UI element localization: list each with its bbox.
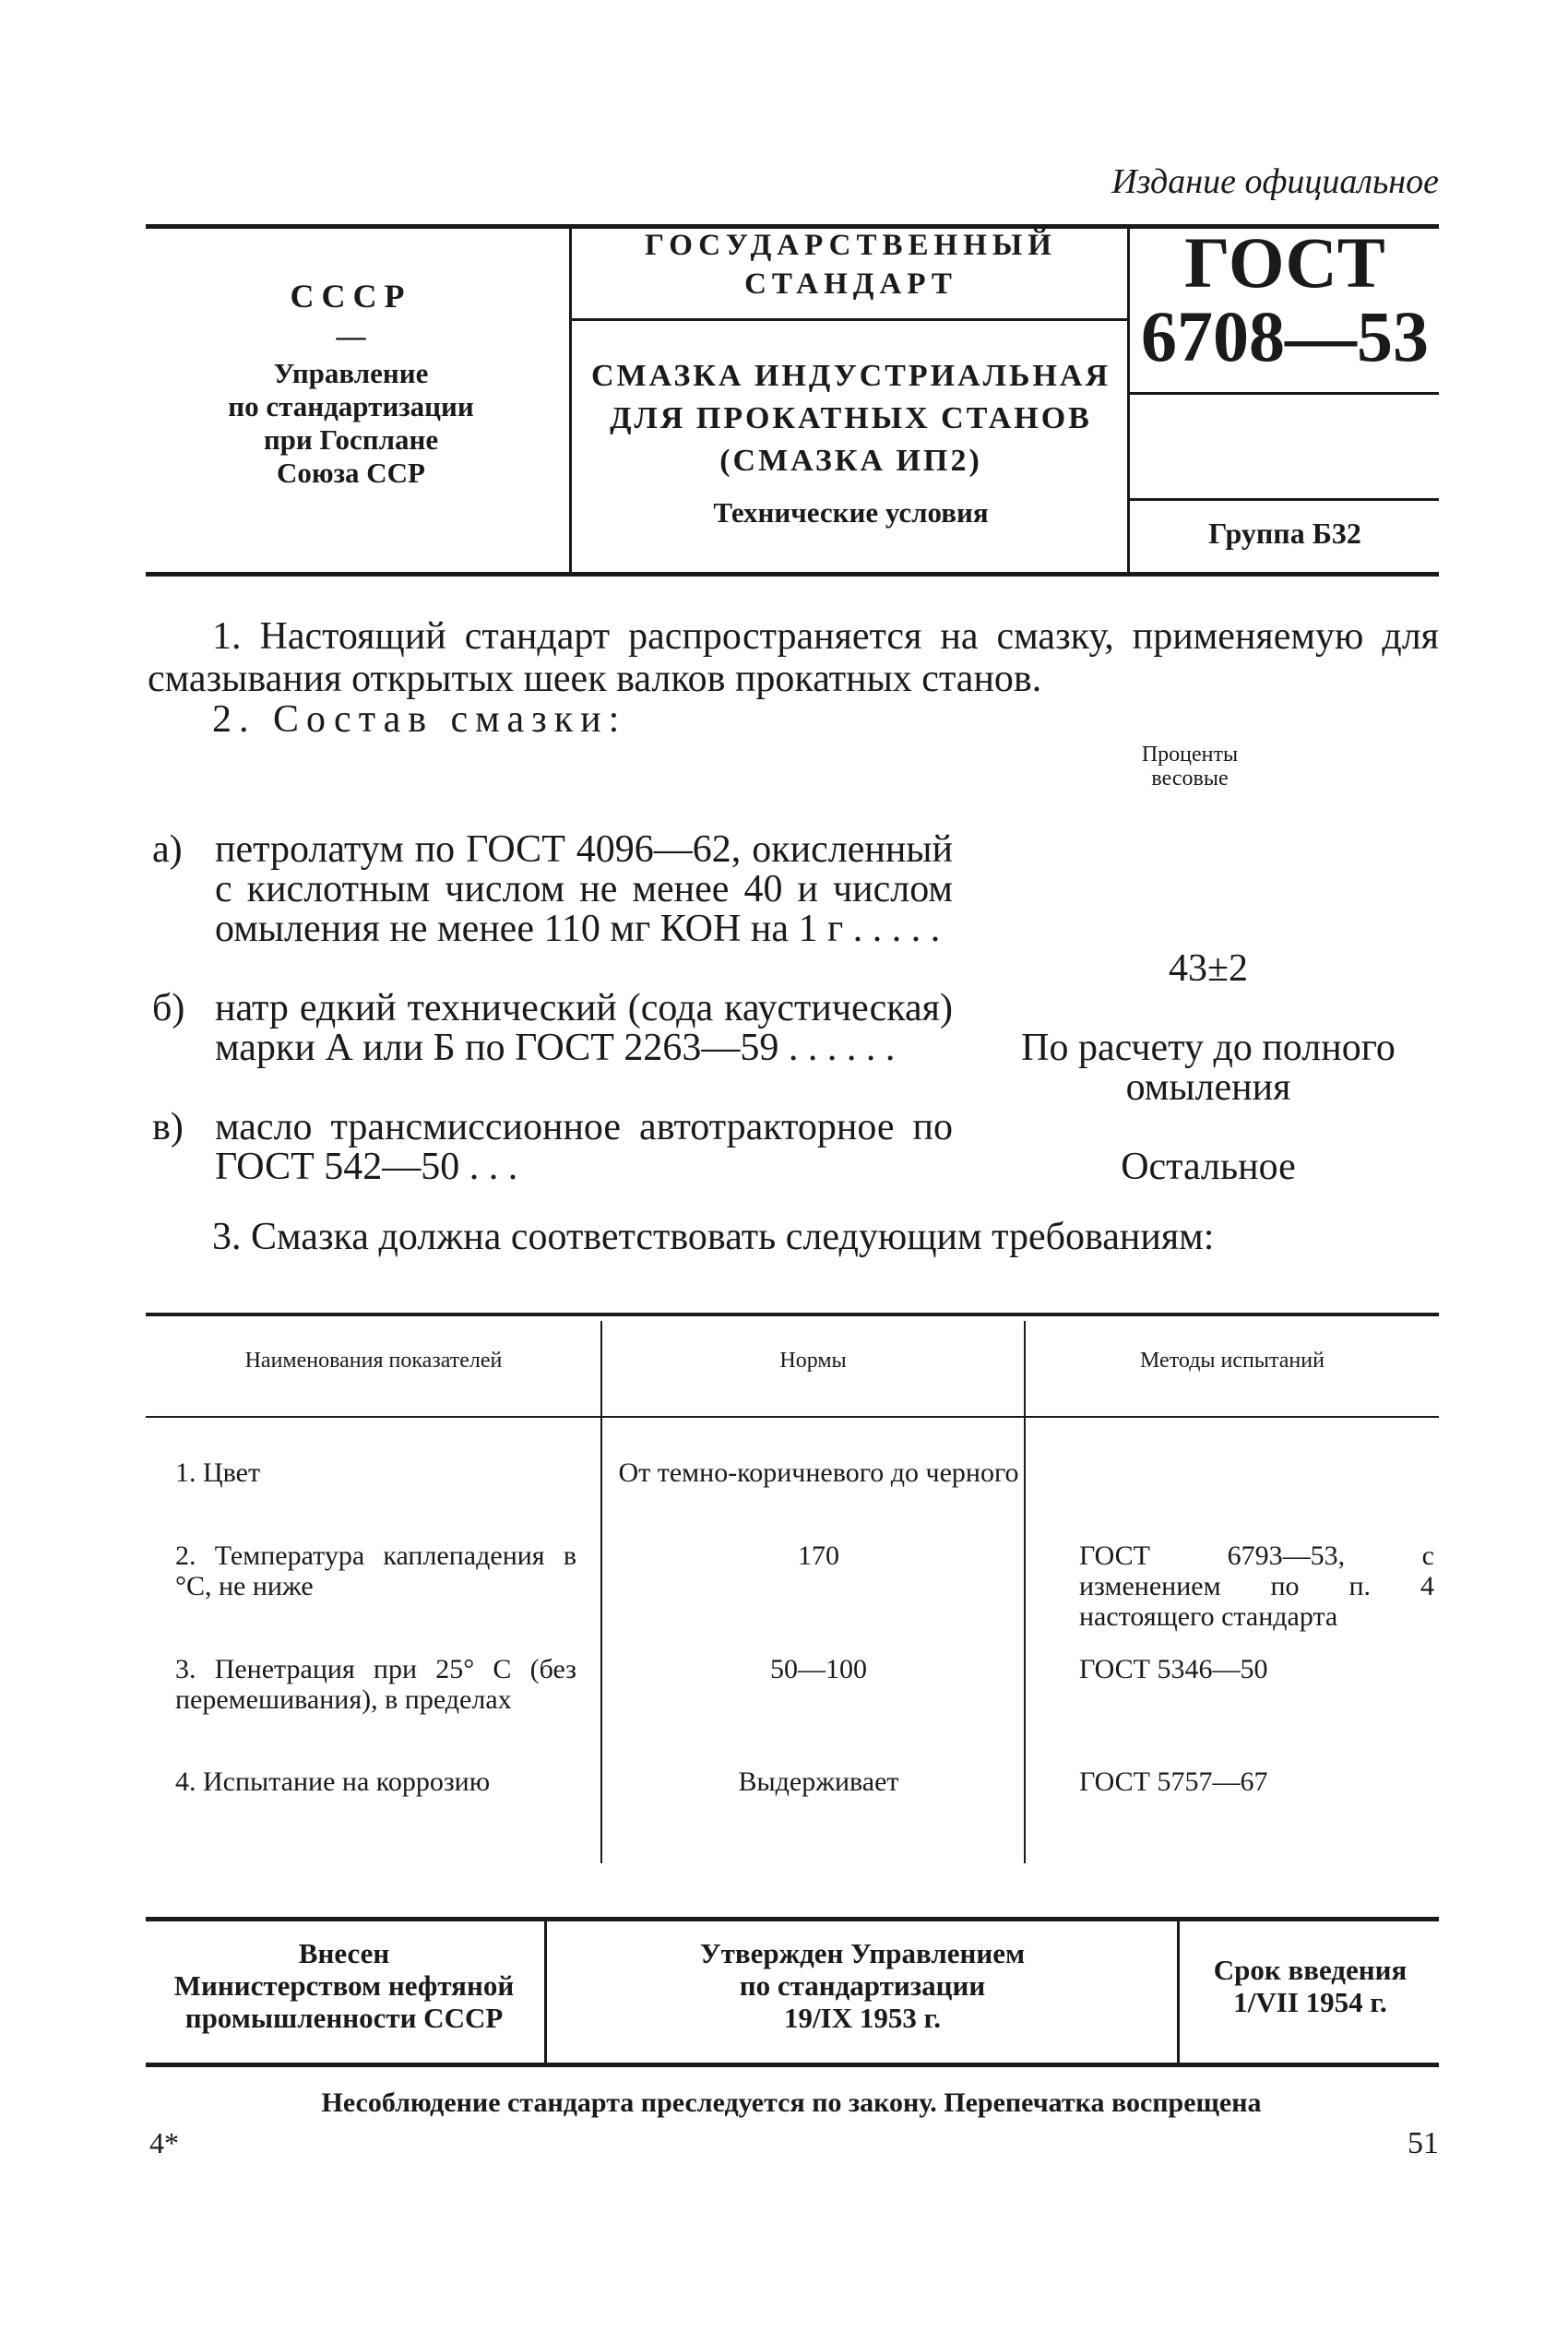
- footer-bottom-rule: [146, 2063, 1439, 2067]
- introduced-line: промышленности СССР: [184, 2002, 504, 2034]
- table-cell-method: ГОСТ 5757—67: [1079, 1766, 1268, 1797]
- org-line: Союза ССР: [277, 457, 425, 489]
- percent-header-line: Проценты: [1141, 743, 1239, 767]
- percent-header-line: весовые: [1151, 767, 1229, 791]
- table-cell-name: 3. Пенетрация при 25° С (без перемешивания), в пределах: [175, 1654, 576, 1715]
- table-header-norm: Нормы: [779, 1349, 847, 1373]
- org-line: Управление: [273, 357, 429, 389]
- effective-date: [1182, 1954, 1439, 2018]
- page-number: 51: [1408, 2126, 1439, 2160]
- footer-top-rule: [146, 1917, 1439, 1921]
- introduced-line: Министерством нефтяной: [173, 1969, 515, 2002]
- paragraph-1: 1. Настоящий стандарт распространяется на смазку, применяемую для смазывания открытых шеек валков прокатных станов.: [148, 615, 1439, 700]
- title-line: ДЛЯ ПРОКАТНЫХ СТАНОВ: [610, 401, 1092, 435]
- table-divider-1: [600, 1321, 602, 1863]
- gost-designation: [1133, 222, 1437, 376]
- legal-notice: Несоблюдение стандарта преследуется по закону. Перепечатка воспрещена: [321, 2087, 1262, 2118]
- sheet-mark: 4*: [149, 2126, 179, 2159]
- percent-header: [1079, 743, 1301, 791]
- standard-type-line: ГОСУДАРСТВЕННЫЙ: [645, 229, 1057, 262]
- composition-value: 43±2: [1168, 947, 1249, 990]
- standard-type-line: СТАНДАРТ: [744, 268, 957, 301]
- table-cell-name: 4. Испытание на коррозию: [175, 1766, 491, 1797]
- composition-text: масло трансмиссионное автотракторное по ГОСТ 542—50 . . .: [215, 1106, 953, 1188]
- group-label: Группа Б32: [1208, 517, 1361, 550]
- header-divider-right: [1127, 226, 1130, 575]
- approved-line: Утвержден Управлением: [699, 1937, 1026, 1969]
- title-line: СМАЗКА ИНДУСТРИАЛЬНАЯ: [590, 359, 1111, 393]
- org-line: при Госплане: [263, 423, 439, 456]
- table-divider-2: [1024, 1321, 1026, 1863]
- paragraph-2: 2. Состав смазки:: [212, 698, 627, 741]
- table-header-rule: [146, 1416, 1439, 1418]
- header-divider-left: [569, 226, 572, 575]
- composition-value: По расчету до полного омыления: [1021, 1027, 1396, 1109]
- gost-label: ГОСТ: [1184, 222, 1385, 303]
- header-right-rule-2: [1130, 498, 1439, 501]
- table-cell-norm: 50—100: [770, 1654, 867, 1684]
- country-label: СССР: [290, 278, 412, 315]
- standard-title: [581, 355, 1121, 482]
- standard-type: [581, 226, 1121, 303]
- gost-number: 6708—53: [1141, 296, 1429, 376]
- header-right-rule-1: [1130, 392, 1439, 395]
- table-cell-method: ГОСТ 5346—50: [1079, 1654, 1268, 1684]
- paragraph-3: 3. Смазка должна соответствовать следующим требованиям:: [212, 1216, 1215, 1258]
- table-cell-method: ГОСТ 6793—53, с изменением по п. 4 настоящего стандарта: [1079, 1540, 1434, 1632]
- approved-line: 19/IX 1953 г.: [784, 2002, 941, 2034]
- effective-line: Срок введения: [1213, 1954, 1408, 1986]
- composition-letter: а): [152, 828, 183, 871]
- table-cell-norm: 170: [798, 1540, 839, 1571]
- table-cell-norm: Выдерживает: [738, 1766, 899, 1797]
- composition-value: Остальное: [1121, 1146, 1296, 1188]
- composition-text: петролатум по ГОСТ 4096—62, окисленный с кислотным числом не менее 40 и числом омыления не менее 110 мг КОН на 1 г . . . . .: [215, 828, 953, 950]
- table-cell-name: 1. Цвет: [175, 1457, 261, 1488]
- issuing-authority: [146, 277, 556, 490]
- edition-label: Издание официальное: [1111, 162, 1439, 201]
- effective-line: 1/VII 1954 г.: [1233, 1986, 1387, 2018]
- introduced-by: [146, 1937, 542, 2034]
- table-top-rule: [146, 1313, 1439, 1316]
- composition-letter: б): [152, 987, 185, 1029]
- country-dash: —: [336, 319, 366, 352]
- footer-divider-2: [1177, 1921, 1180, 2063]
- composition-letter: в): [152, 1106, 184, 1148]
- table-header-name: Наименования показателей: [244, 1349, 503, 1373]
- approved-line: по стандартизации: [739, 1969, 986, 2002]
- header-bottom-rule: [146, 572, 1439, 577]
- composition-text: натр едкий технический (сода каустическая) марки А или Б по ГОСТ 2263—59 . . . . . .: [215, 987, 953, 1069]
- header-mid-rule: [572, 318, 1127, 321]
- org-line: по стандартизации: [228, 390, 474, 422]
- table-header-method: Методы испытаний: [1140, 1349, 1324, 1373]
- title-line: (СМАЗКА ИП2): [719, 444, 982, 478]
- footer-divider-1: [544, 1921, 547, 2063]
- introduced-line: Внесен: [298, 1937, 390, 1969]
- table-cell-name: 2. Температура каплепадения в °С, не ниже: [175, 1540, 576, 1601]
- approved-by: [549, 1937, 1176, 2034]
- standard-subtitle: Технические условия: [713, 496, 989, 529]
- table-cell-norm: От темно-коричневого до черного: [618, 1457, 1019, 1488]
